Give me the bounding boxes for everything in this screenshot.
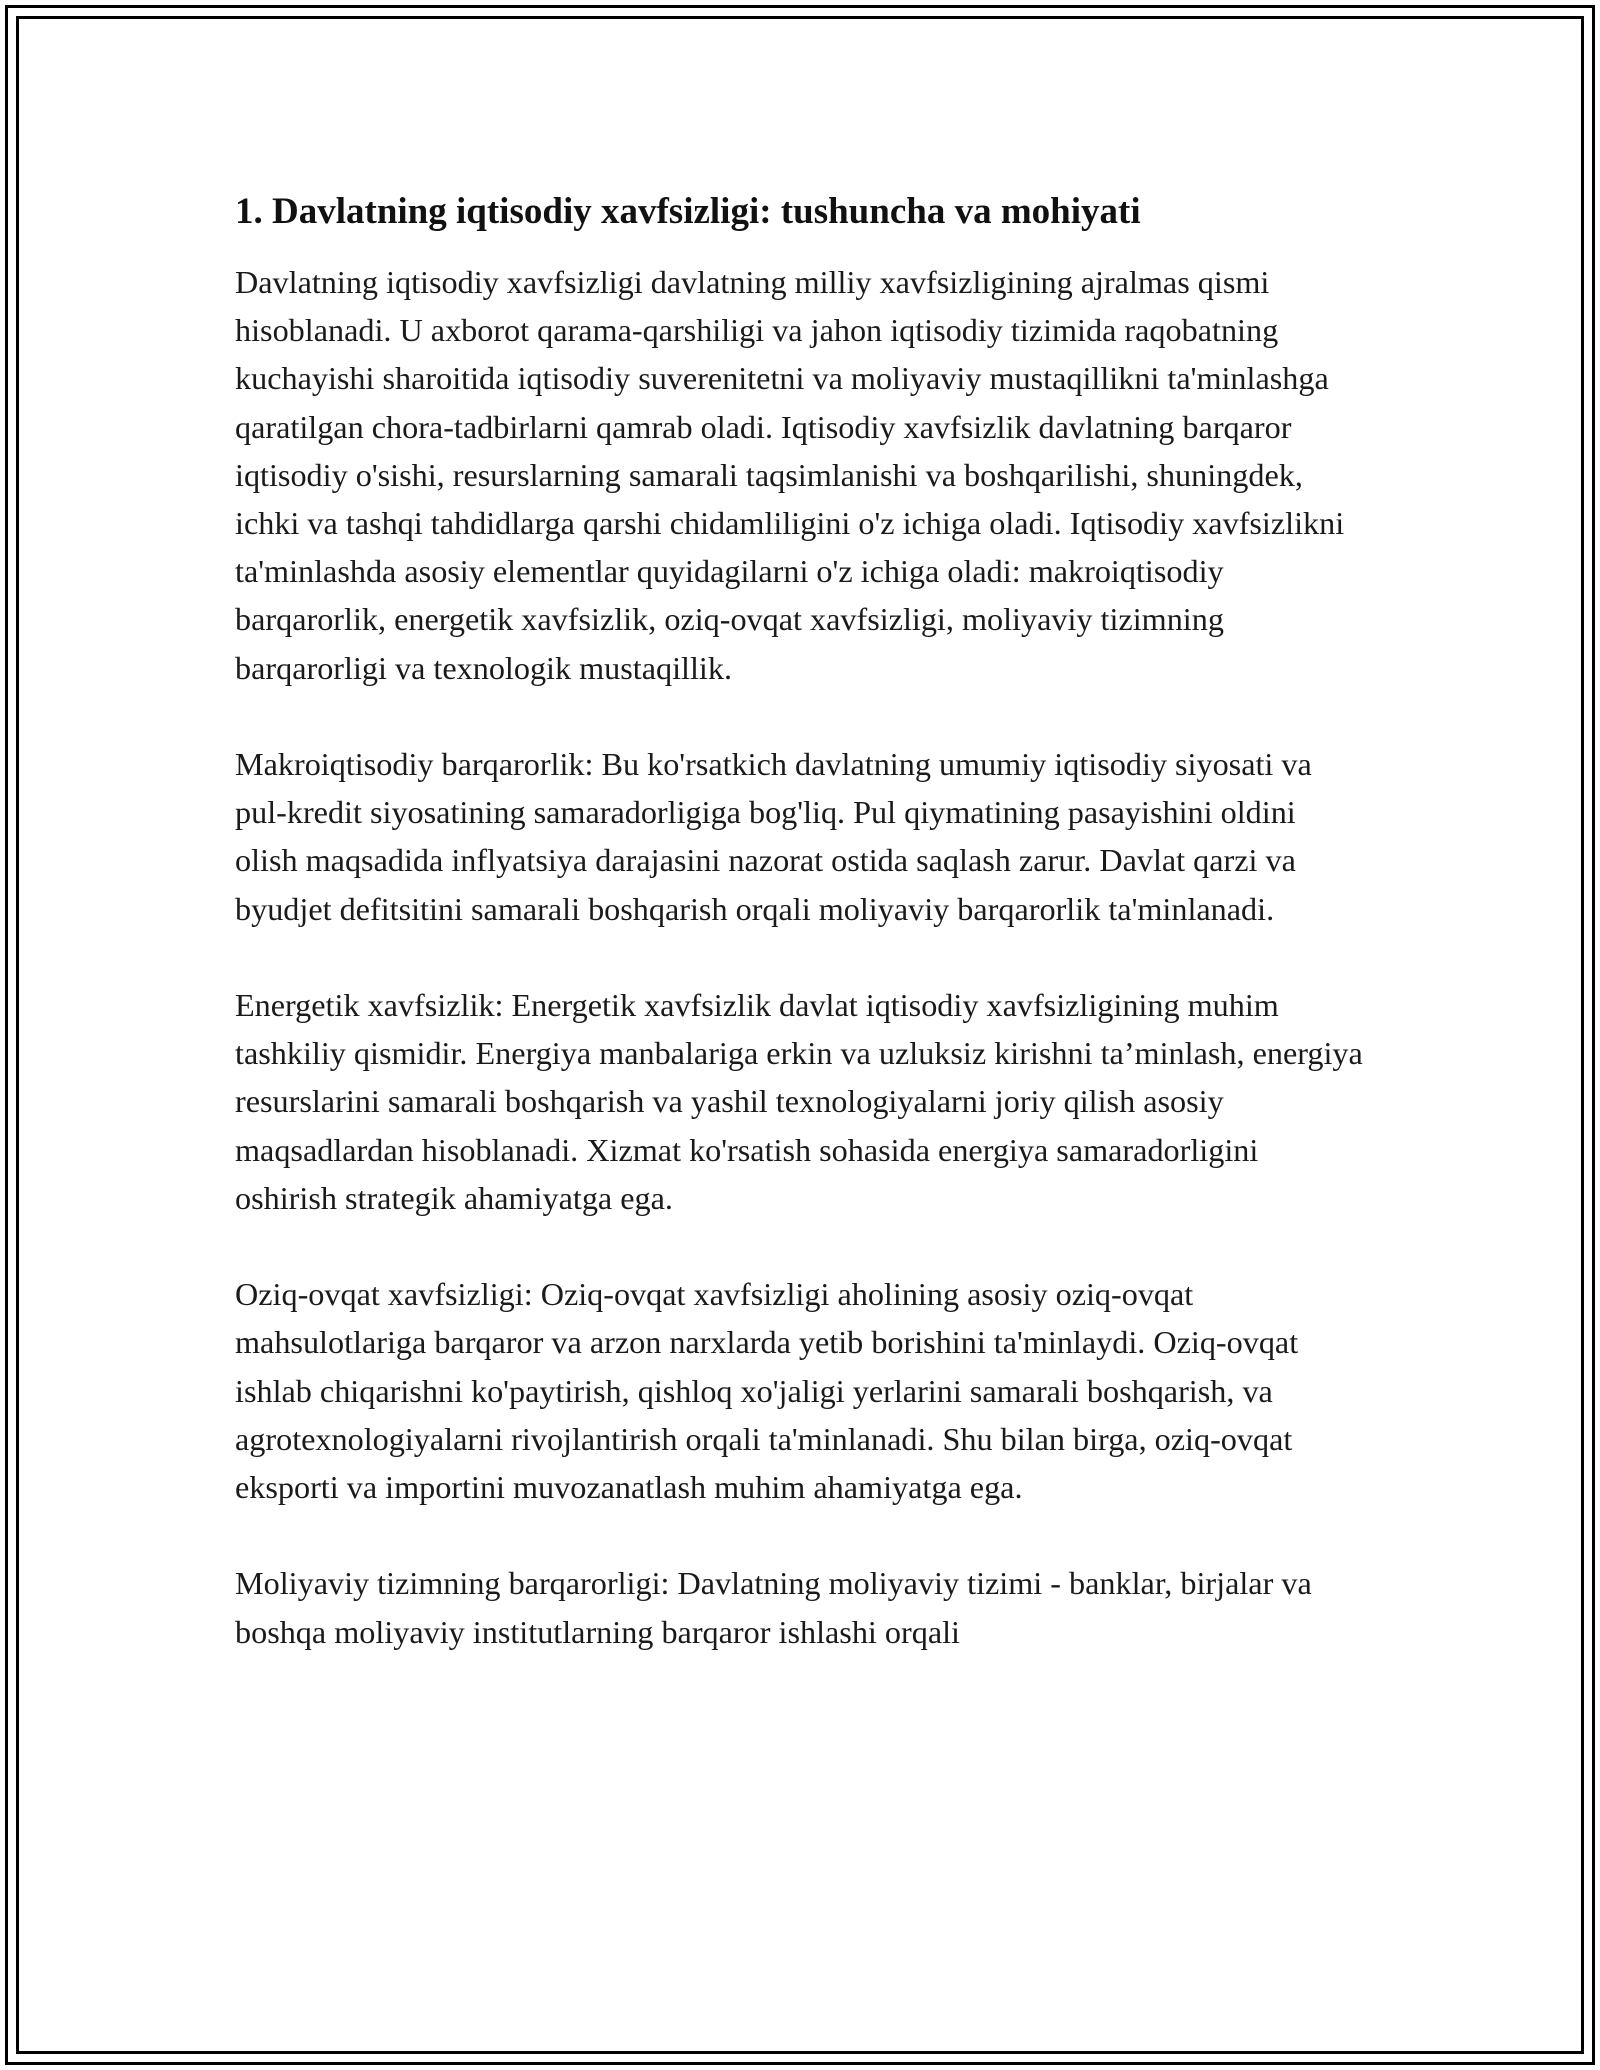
paragraph-energy-security: Energetik xavfsizlik: Energetik xavfsizlik davlat iqtisodiy xavfsizligining muhim tashkiliy qismidir. Energiya manbalariga erkin va uzluksiz kirishni ta’minlash, energiya resurslarini samarali boshqarish va yashil texnologiyalarni joriy qilish asosiy maqsadlardan hisoblanadi. Xizmat ko'rsatish sohasida energiya samaradorligini oshirish strategik ahamiyatga ega. [235,987,1363,1216]
document-body [235,188,1365,1656]
paragraph-financial-system-stability: Moliyaviy tizimning barqarorligi: Davlatning moliyaviy tizimi - banklar, birjalar va boshqa moliyaviy institutlarning barqaror ishlashi orqali [235,1565,1312,1650]
paragraph-food-security: Oziq-ovqat xavfsizligi: Oziq-ovqat xavfsizligi aholining asosiy oziq-ovqat mahsulotlariga barqaror va arzon narxlarda yetib borishini ta'minlaydi. Oziq-ovqat ishlab chiqarishni ko'paytirish, qishloq xo'jaligi yerlarini samarali boshqarish, va agrotexnologiyalarni rivojlantirish orqali ta'minlanadi. Shu bilan birga, oziq-ovqat eksporti va importini muvozanatlash muhim ahamiyatga ega. [235,1276,1299,1506]
section-heading: 1. Davlatning iqtisodiy xavfsizligi: tushuncha va mohiyati [235,191,1141,232]
paragraph-introduction: Davlatning iqtisodiy xavfsizligi davlatning milliy xavfsizligining ajralmas qismi hisoblanadi. U axborot qarama-qarshiligi va jahon iqtisodiy tizimida raqobatning kuchayishi sharoitida iqtisodiy suverenitetni va moliyaviy mustaqillikni ta'minlashga qaratilgan chora-tadbirlarni qamrab oladi. Iqtisodiy xavfsizlik davlatning barqaror iqtisodiy o'sishi, resurslarning samarali taqsimlanishi va boshqarilishi, shuningdek, ichki va tashqi tahdidlarga qarshi chidamliligini o'z ichiga oladi. Iqtisodiy xavfsizlikni ta'minlashda asosiy elementlar quyidagilarni o'z ichiga oladi: makroiqtisodiy barqarorlik, energetik xavfsizlik, oziq-ovqat xavfsizligi, moliyaviy tizimning barqarorligi va texnologik mustaqillik. [235,264,1345,686]
paragraph-macroeconomic-stability: Makroiqtisodiy barqarorlik: Bu ko'rsatkich davlatning umumiy iqtisodiy siyosati va pul-kredit siyosatining samaradorligiga bog'liq. Pul qiymatining pasayishini oldini olish maqsadida inflyatsiya darajasini nazorat ostida saqlash zarur. Davlat qarzi va byudjet defitsitini samarali boshqarish orqali moliyaviy barqarorlik ta'minlanadi. [235,746,1312,927]
